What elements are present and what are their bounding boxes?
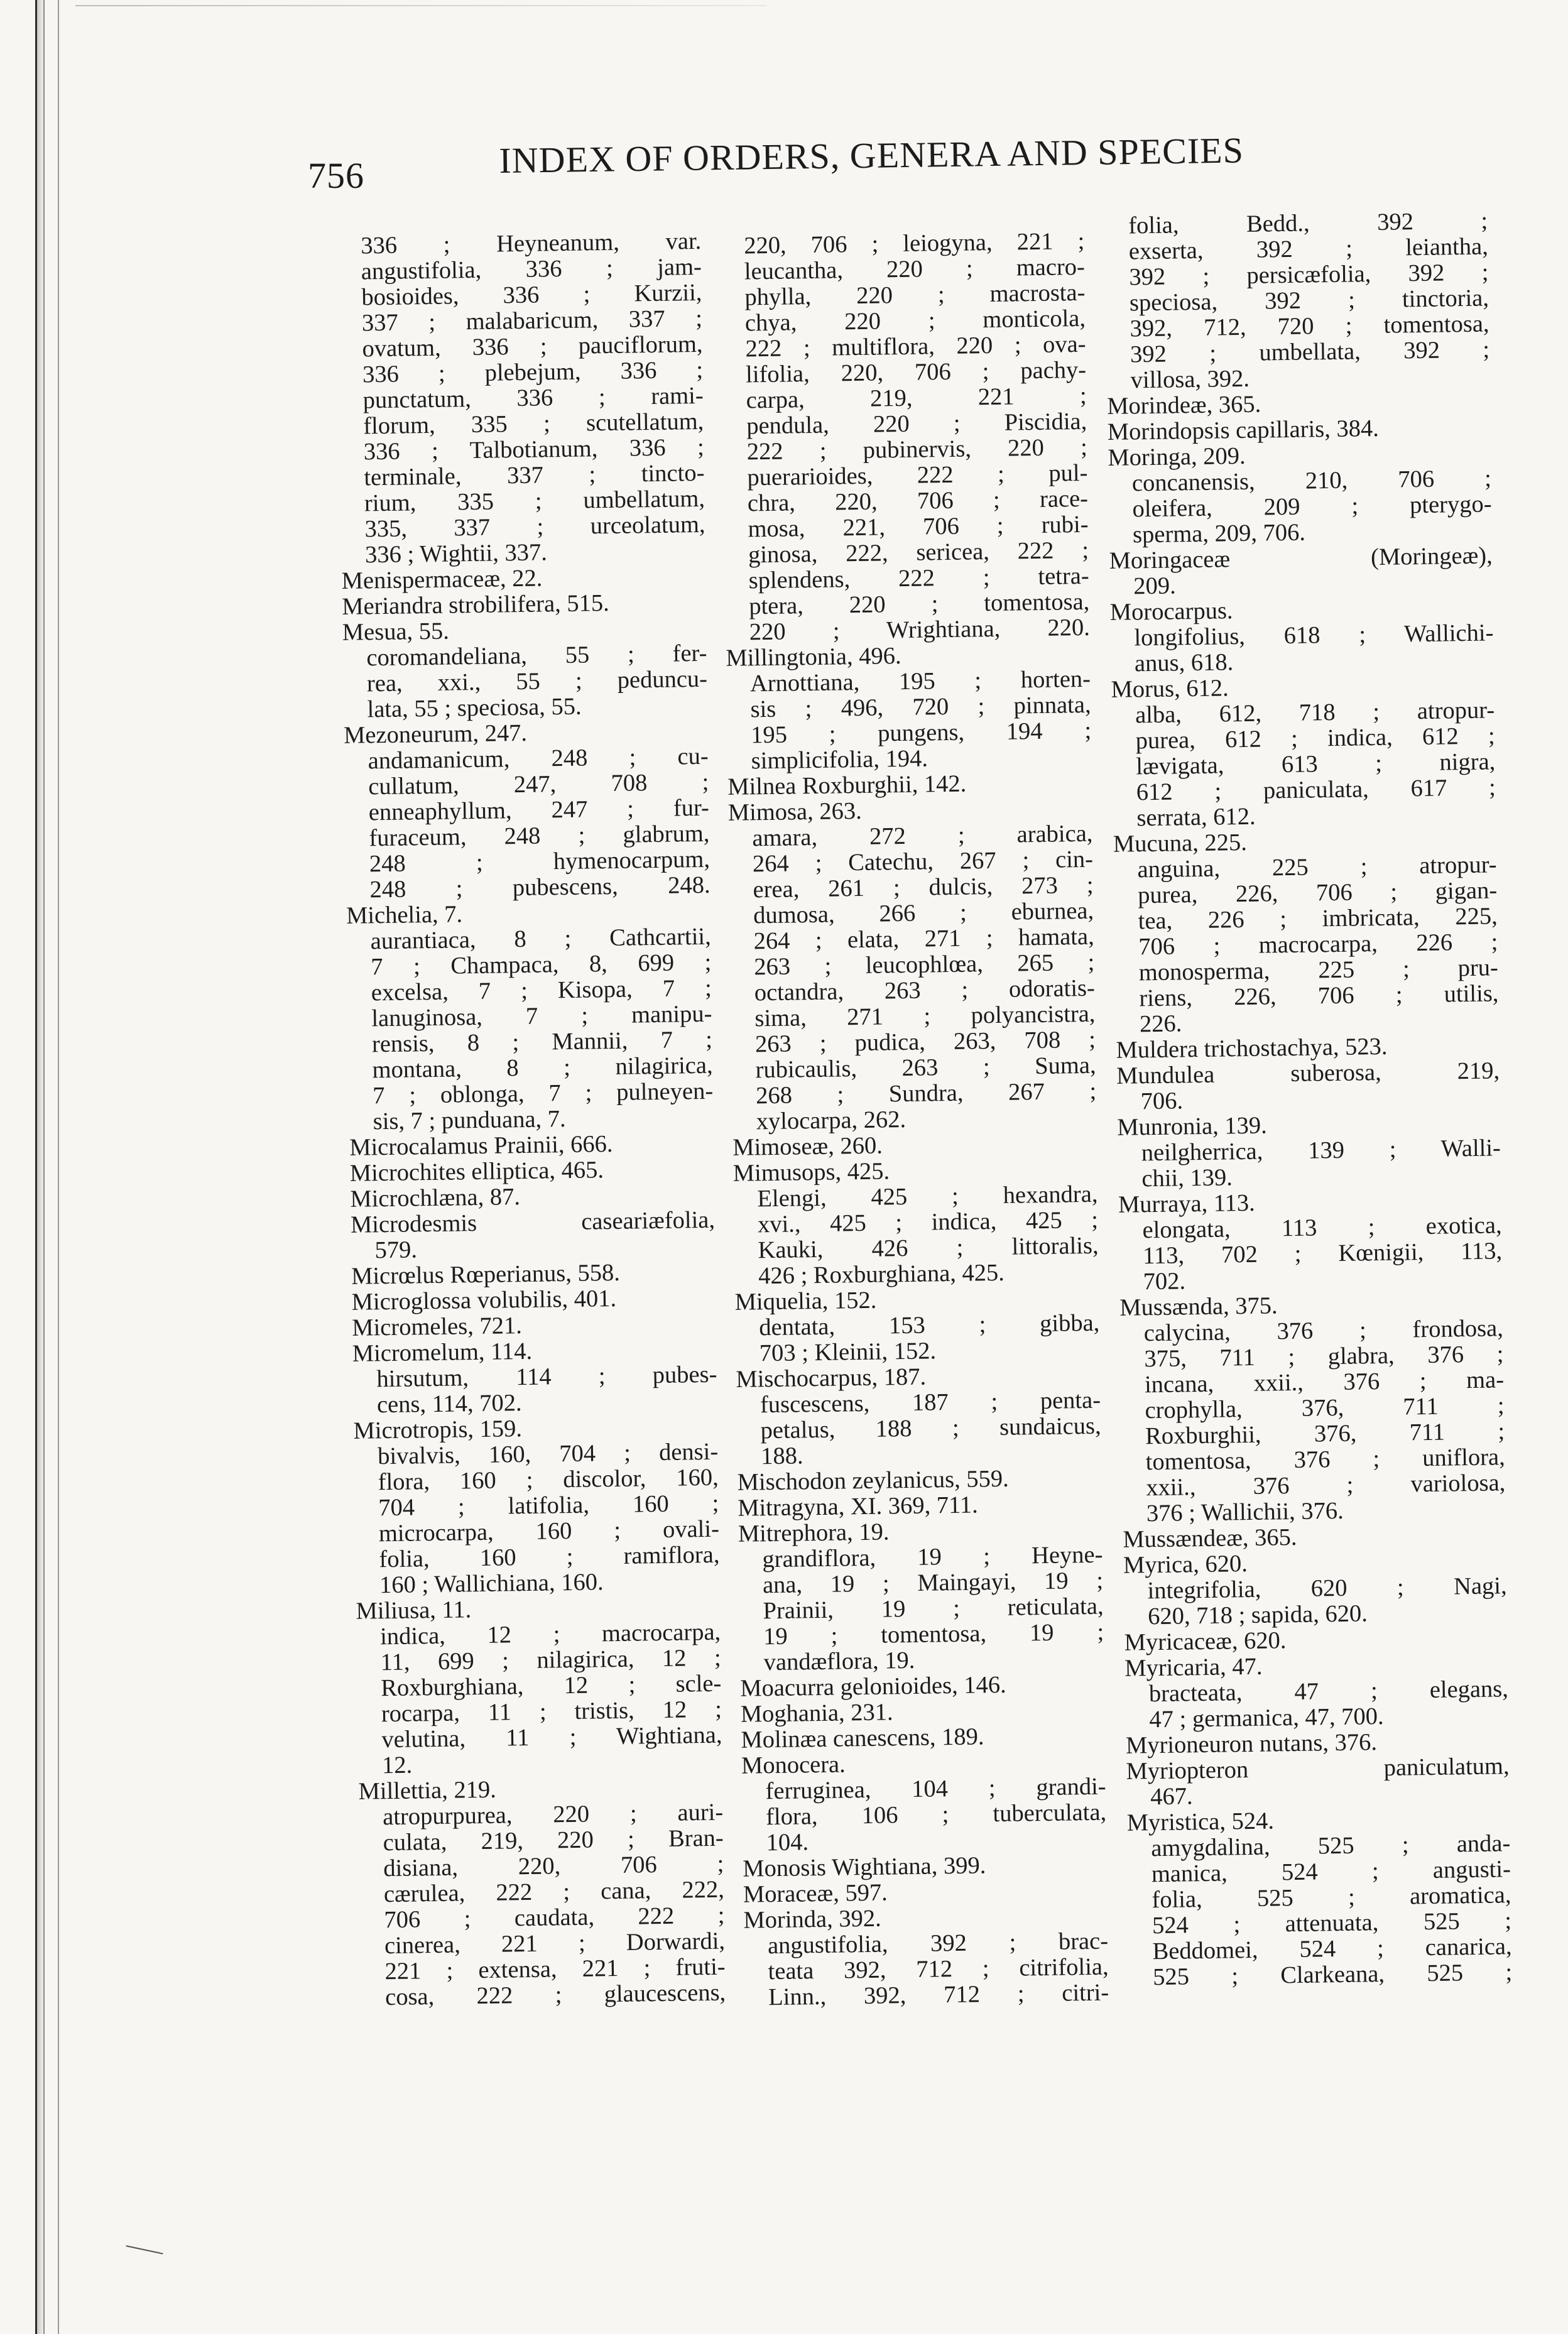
index-entry-line: aurantiaca, 8 ; Cathcartii, [370, 923, 711, 955]
index-entry-line: petalus, 188 ; sundaicus, [760, 1412, 1101, 1444]
index-entry-line: phylla, 220 ; macrosta- [744, 279, 1086, 311]
index-entry-heading: Mezoneurum, 247. [343, 719, 528, 749]
index-entry-heading: Morindeæ, 365. [1106, 391, 1261, 420]
index-entry-heading: Micrœlus Rœperianus, 558. [351, 1259, 621, 1290]
index-entry-line: octandra, 263 ; odoratis- [754, 974, 1096, 1006]
index-entry-line: calycina, 376 ; frondosa, [1143, 1315, 1504, 1347]
index-entry-line: 12. [381, 1752, 413, 1779]
index-entry-heading: Mucuna, 225. [1113, 829, 1248, 858]
index-entry-line: bracteata, 47 ; elegans, [1148, 1676, 1509, 1708]
index-entry-line: tea, 226 ; imbricata, 225, [1138, 903, 1498, 935]
index-entry-heading: Munronia, 139. [1117, 1112, 1268, 1141]
index-entry-heading: Moringa, 209. [1108, 442, 1246, 471]
index-entry-line: grandiflora, 19 ; Heyne- [762, 1541, 1103, 1573]
index-column-1 [337, 229, 726, 2011]
index-entry-heading: Monosis Wightiana, 399. [743, 1852, 986, 1882]
index-entry-heading: Microcalamus Prainii, 666. [349, 1131, 613, 1161]
index-entry-line: Kauki, 426 ; littoralis, [758, 1232, 1099, 1264]
index-entry-line: Roxburghii, 376, 711 ; [1145, 1418, 1505, 1450]
index-entry-heading: Microchites elliptica, 465. [349, 1157, 604, 1187]
index-entry-heading: Miquelia, 152. [734, 1287, 877, 1316]
index-entry-heading: Moraceæ, 597. [743, 1879, 888, 1908]
index-entry-line: 620, 718 ; sapida, 620. [1147, 1600, 1368, 1630]
index-entry-line: 248 ; pubescens, 248. [369, 871, 710, 903]
index-entry-heading: Muldera trichostachya, 523. [1116, 1033, 1388, 1064]
index-entry-heading: Millettia, 219. [358, 1776, 497, 1805]
index-entry-line: rensis, 8 ; Mannii, 7 ; [371, 1026, 713, 1058]
index-entry-line: cosa, 222 ; glaucescens, [384, 1979, 726, 2011]
index-entry-line: flora, 106 ; tuberculata, [765, 1799, 1107, 1831]
index-entry-heading: Mussændeæ, 365. [1123, 1524, 1297, 1553]
index-entry-line: 706 ; caudata, 222 ; [384, 1902, 725, 1934]
index-entry-line: amara, 272 ; arabica, [752, 820, 1093, 852]
index-entry-heading: Moacurra gelonioides, 146. [740, 1671, 1006, 1702]
index-entry-line: chii, 139. [1141, 1164, 1233, 1192]
index-entry-line: cens, 114, 702. [376, 1390, 522, 1419]
index-entry-line: 426 ; Roxburghiana, 425. [758, 1259, 1005, 1290]
index-entry-heading: Moringaceæ (Moringeæ), [1109, 542, 1493, 574]
index-entry-heading: Myrioneuron nutans, 376. [1125, 1729, 1378, 1759]
index-entry-line: Roxburghiana, 12 ; scle- [381, 1670, 722, 1702]
index-entry-heading: Millingtonia, 496. [726, 643, 901, 672]
index-entry-line: 263 ; pudica, 263, 708 ; [754, 1026, 1096, 1058]
index-entry-line: splendens, 222 ; tetra- [748, 562, 1089, 594]
index-entry-line: exserta, 392 ; leiantha, [1128, 233, 1489, 265]
index-entry-line: 11, 699 ; nilagirica, 12 ; [380, 1644, 722, 1676]
index-entry-line: 467. [1150, 1783, 1193, 1811]
index-entry-line: alba, 612, 718 ; atropur- [1135, 697, 1495, 729]
index-entry-line: angustifolia, 392 ; brac- [767, 1928, 1109, 1960]
index-entry-line: 706. [1140, 1088, 1184, 1115]
index-entry-line: xxii., 376 ; variolosa, [1146, 1470, 1506, 1502]
index-entry-line: velutina, 11 ; Wightiana, [381, 1721, 722, 1753]
index-entry-heading: Miliusa, 11. [356, 1596, 472, 1625]
index-entry-heading: Mimoseæ, 260. [732, 1132, 883, 1161]
index-entry-line: 375, 711 ; glabra, 376 ; [1144, 1341, 1504, 1373]
index-entry-line: 268 ; Sundra, 267 ; [755, 1077, 1097, 1110]
index-entry-line: 19 ; tomentosa, 19 ; [763, 1618, 1104, 1650]
index-entry-heading: Murraya, 113. [1118, 1189, 1256, 1218]
index-entry-line: 337 ; malabaricum, 337 ; [361, 305, 703, 337]
index-entry-line: 195 ; pungens, 194 ; [750, 717, 1092, 749]
index-entry-line: enneaphyllum, 247 ; fur- [368, 794, 710, 826]
index-entry-heading: Mundulea suberosa, 219, [1116, 1057, 1500, 1089]
index-entry-line: teata 392, 712 ; citrifolia, [768, 1953, 1109, 1985]
index-entry-line: 336 ; Heyneanum, var. [360, 227, 702, 259]
index-entry-heading: Mimusops, 425. [732, 1158, 890, 1187]
index-entry-line: manica, 524 ; angusti- [1151, 1856, 1511, 1888]
index-entry-heading: Myricaceæ, 620. [1124, 1627, 1287, 1656]
index-entry-line: 264 ; elata, 271 ; hamata, [753, 923, 1094, 955]
index-entry-line: 392, 712, 720 ; tomentosa, [1130, 310, 1489, 342]
index-entry-line: xylocarpa, 262. [756, 1106, 906, 1135]
index-entry-line: sperma, 209, 706. [1132, 519, 1306, 548]
index-entry-line: erea, 261 ; dulcis, 273 ; [753, 871, 1094, 903]
index-entry-line: cinerea, 221 ; Dorwardi, [384, 1928, 726, 1960]
index-entry-heading: Michelia, 7. [346, 901, 463, 929]
index-entry-heading: Mischocarpus, 187. [736, 1363, 927, 1393]
index-entry-line: mosa, 221, 706 ; rubi- [748, 511, 1089, 543]
index-entry-line: lanuginosa, 7 ; manipu- [371, 1000, 712, 1032]
running-title: INDEX OF ORDERS, GENERA AND SPECIES [499, 129, 1244, 181]
index-entry-line: 335, 337 ; urceolatum, [364, 511, 705, 543]
index-entry-heading: Menispermaceæ, 22. [341, 565, 543, 594]
index-entry-heading: Microchlæna, 87. [350, 1184, 521, 1213]
index-entry-line: 160 ; Wallichiana, 160. [379, 1569, 604, 1599]
page-header [308, 129, 1439, 196]
index-entry-line: 703 ; Kleinii, 152. [759, 1338, 937, 1367]
index-entry-line: 47 ; germanica, 47, 700. [1149, 1703, 1384, 1733]
index-entry-line: pendula, 220 ; Piscidia, [746, 408, 1087, 440]
index-entry-heading: Myricaria, 47. [1124, 1653, 1263, 1682]
index-column-2 [720, 229, 1109, 2011]
index-entry-line: disiana, 220, 706 ; [383, 1850, 724, 1882]
index-entry-line: dumosa, 266 ; eburnea, [753, 897, 1094, 929]
index-entry-line: florum, 335 ; scutellatum, [362, 408, 704, 440]
index-entry-line: purea, 612 ; indica, 612 ; [1135, 723, 1495, 755]
index-entry-line: dentata, 153 ; gibba, [759, 1309, 1100, 1341]
index-entry-line: carpa, 219, 221 ; [746, 382, 1087, 414]
index-entry-line: 612 ; paniculata, 617 ; [1136, 774, 1496, 806]
binding-shadow-line [58, 0, 59, 2334]
index-entry-line: 706 ; macrocarpa, 226 ; [1138, 929, 1498, 961]
index-entry-line: punctatum, 336 ; rami- [362, 382, 704, 414]
index-entry-line: 7 ; Champaca, 8, 699 ; [371, 949, 712, 981]
index-entry-heading: Microglossa volubilis, 401. [351, 1285, 617, 1316]
index-entry-line: riens, 226, 706 ; utilis, [1139, 980, 1499, 1012]
index-entry-line: bivalvis, 160, 704 ; densi- [377, 1438, 719, 1470]
index-entry-heading: Myristica, 524. [1126, 1808, 1275, 1836]
index-entry-line: integrifolia, 620 ; Nagi, [1147, 1573, 1507, 1605]
index-entry-line: puerarioides, 222 ; pul- [747, 459, 1088, 491]
scan-top-rule [75, 5, 766, 6]
index-entry-line: amygdalina, 525 ; anda- [1151, 1830, 1511, 1862]
index-entry-line: 704 ; latifolia, 160 ; [378, 1490, 719, 1522]
index-entry-line: lævigata, 613 ; nigra, [1136, 748, 1496, 780]
index-entry-line: flora, 160 ; discolor, 160, [378, 1464, 719, 1496]
index-entry-heading: Morocarpus. [1109, 597, 1233, 626]
index-entry-line: folia, 525 ; aromatica, [1152, 1882, 1511, 1914]
index-entry-line: rocarpa, 11 ; tristis, 12 ; [381, 1696, 722, 1728]
index-entry-line: neilgherrica, 139 ; Walli- [1141, 1135, 1501, 1167]
index-entry-line: 392 ; persicæfolia, 392 ; [1129, 259, 1489, 291]
index-entry-line: concanensis, 210, 706 ; [1131, 465, 1492, 497]
index-entry-heading: Morinda, 392. [743, 1905, 881, 1934]
index-entry-line: elongata, 113 ; exotica, [1142, 1212, 1502, 1244]
index-entry-heading: Milnea Roxburghii, 142. [727, 770, 967, 800]
index-entry-line: 220, 706 ; leiogyna, 221 ; [743, 227, 1085, 259]
index-entry-line: bosioides, 336 ; Kurzii, [361, 279, 702, 311]
index-entry-heading: Microtropis, 159. [353, 1415, 523, 1444]
index-entry-line: monosperma, 225 ; pru- [1138, 954, 1499, 986]
index-entry-line: 336 ; Talbotianum, 336 ; [363, 434, 705, 466]
index-entry-line: villosa, 392. [1130, 365, 1250, 394]
index-entry-heading: Mesua, 55. [342, 618, 450, 646]
index-entry-line: tomentosa, 376 ; uniflora, [1145, 1444, 1505, 1476]
index-entry-line: atropurpurea, 220 ; auri- [382, 1799, 724, 1831]
index-entry-heading: Morus, 612. [1111, 675, 1229, 703]
index-entry-line: 220 ; Wrightiana, 220. [749, 614, 1091, 646]
index-entry-line: ana, 19 ; Maingayi, 19 ; [762, 1567, 1104, 1599]
index-entry-line: 336 ; plebejum, 336 ; [362, 356, 704, 388]
index-entry-line: 209. [1133, 572, 1176, 600]
index-entry-heading: Monocera. [741, 1751, 846, 1779]
index-entry-line: cærulea, 222 ; cana, 222, [383, 1876, 725, 1908]
index-entry-line: hirsutum, 114 ; pubes- [376, 1361, 717, 1393]
index-entry-line: ferruginea, 104 ; grandi- [765, 1773, 1106, 1805]
index-entry-line: anguina, 225 ; atropur- [1137, 851, 1497, 883]
index-entry-line: 264 ; Catechu, 267 ; cin- [752, 846, 1094, 878]
index-entry-heading: Myriopteron paniculatum, [1126, 1753, 1510, 1785]
index-entry-heading: Mussænda, 375. [1119, 1292, 1278, 1321]
index-entry-heading: Molinæa canescens, 189. [741, 1723, 984, 1753]
index-entry-line: purea, 226, 706 ; gigan- [1137, 877, 1498, 909]
index-entry-line: andamanicum, 248 ; cu- [368, 743, 709, 775]
index-entry-line: folia, Bedd., 392 ; [1128, 207, 1488, 239]
index-entry-line: coromandeliana, 55 ; fer- [366, 640, 707, 672]
index-entry-line: 222 ; pubinervis, 220 ; [746, 434, 1088, 466]
index-entry-line: rium, 335 ; umbellatum, [364, 485, 705, 517]
index-entry-line: Arnottiana, 195 ; horten- [749, 665, 1091, 697]
index-entry-heading: Mitragyna, XI. 369, 711. [738, 1491, 979, 1522]
index-entry-line: crophylla, 376, 711 ; [1145, 1392, 1505, 1424]
index-entry-line: rubicaulis, 263 ; Suma, [755, 1052, 1096, 1084]
index-entry-heading: Moghania, 231. [740, 1699, 893, 1728]
index-entry-line: 221 ; extensa, 221 ; fruti- [384, 1953, 726, 1985]
index-entry-line: sima, 271 ; polyancistra, [754, 1000, 1096, 1032]
index-entry-line: lata, 55 ; speciosa, 55. [367, 693, 582, 723]
index-entry-heading: Morindopsis capillaris, 384. [1107, 415, 1380, 445]
book-binding-edge [35, 0, 45, 2334]
index-entry-line: oleifera, 209 ; pterygo- [1132, 491, 1492, 523]
index-entry-line: 392 ; umbellata, 392 ; [1130, 336, 1490, 368]
index-entry-line: 248 ; hymenocarpum, [369, 846, 710, 878]
index-entry-line: chra, 220, 706 ; race- [747, 485, 1089, 517]
index-entry-line: 702. [1143, 1268, 1186, 1295]
index-entry-line: furaceum, 248 ; glabrum, [369, 820, 710, 852]
page-number: 756 [308, 155, 364, 196]
index-entry-line: rea, xxi., 55 ; peduncu- [366, 665, 708, 697]
index-entry-line: ginosa, 222, sericea, 222 ; [748, 537, 1089, 569]
margin-pencil-mark [126, 2245, 163, 2254]
index-entry-heading: Myrica, 620. [1123, 1551, 1248, 1579]
index-entry-line: chya, 220 ; monticola, [744, 305, 1086, 337]
index-entry-line: folia, 160 ; ramiflora, [379, 1541, 720, 1573]
index-entry-line: excelsa, 7 ; Kisopa, 7 ; [371, 974, 712, 1006]
index-entry-line: incana, xxii., 376 ; ma- [1144, 1366, 1505, 1399]
index-entry-line: serrata, 612. [1136, 803, 1256, 832]
index-entry-line: Linn., 392, 712 ; citri- [768, 1979, 1109, 2011]
index-entry-heading: Microdesmis caseariæfolia, [350, 1206, 716, 1238]
index-entry-line: Beddomei, 524 ; canarica, [1152, 1933, 1512, 1965]
index-entry-heading: Meriandra strobilifera, 515. [342, 590, 610, 620]
index-entry-line: microcarpa, 160 ; ovali- [378, 1515, 720, 1547]
index-entry-heading: Mimosa, 263. [727, 797, 862, 826]
index-entry-heading: Mischodon zeylanicus, 559. [737, 1465, 1009, 1496]
index-entry-line: 113, 702 ; Kœnigii, 113, [1142, 1238, 1503, 1270]
index-entry-line: 336 ; Wightii, 337. [364, 539, 548, 569]
index-entry-line: 7 ; oblonga, 7 ; pulneyen- [372, 1077, 714, 1110]
index-entry-line: cullatum, 247, 708 ; [368, 768, 709, 800]
index-column-3 [1104, 208, 1512, 1990]
index-entry-line: Elengi, 425 ; hexandra, [757, 1181, 1098, 1213]
index-entry-heading: Mitrephora, 19. [738, 1519, 890, 1547]
index-entry-line: anus, 618. [1134, 649, 1234, 677]
index-entry-line: 376 ; Wallichii, 376. [1146, 1497, 1344, 1527]
index-entry-line: leucantha, 220 ; macro- [744, 253, 1086, 285]
index-entry-heading: Micromelum, 114. [352, 1338, 533, 1367]
index-entry-line: simplicifolia, 194. [751, 745, 928, 775]
index-entry-line: speciosa, 392 ; tinctoria, [1129, 285, 1489, 317]
index-entry-line: vandæflora, 19. [763, 1647, 915, 1676]
index-entry-line: 222 ; multiflora, 220 ; ova- [745, 330, 1086, 363]
index-entry-line: longifolius, 618 ; Wallichi- [1134, 619, 1494, 652]
index-entry-line: sis ; 496, 720 ; pinnata, [750, 691, 1091, 723]
index-entry-line: 525 ; Clarkeana, 525 ; [1152, 1959, 1513, 1991]
index-entry-line: 524 ; attenuata, 525 ; [1152, 1907, 1512, 1939]
index-entry-line: 104. [766, 1829, 809, 1857]
index-entry-line: sis, 7 ; punduana, 7. [373, 1106, 566, 1135]
index-entry-line: angustifolia, 336 ; jam- [361, 253, 702, 285]
index-entry-line: 263 ; leucophlœa, 265 ; [754, 949, 1095, 981]
index-entry-line: fuscescens, 187 ; penta- [760, 1387, 1101, 1419]
index-entry-line: culata, 219, 220 ; Bran- [383, 1824, 724, 1857]
index-entry-line: 188. [760, 1442, 803, 1470]
index-entry-line: terminale, 337 ; tincto- [364, 459, 705, 491]
index-entry-line: 579. [374, 1236, 418, 1264]
index-entry-line: 226. [1139, 1010, 1182, 1038]
index-entry-line: indica, 12 ; macrocarpa, [379, 1618, 721, 1650]
index-entry-line: ovatum, 336 ; pauciflorum, [362, 330, 703, 363]
index-entry-line: Prainii, 19 ; reticulata, [763, 1593, 1104, 1625]
index-entry-line: xvi., 425 ; indica, 425 ; [757, 1206, 1099, 1238]
index-entry-line: ptera, 220 ; tomentosa, [748, 588, 1090, 620]
index-entry-line: montana, 8 ; nilagirica, [372, 1052, 713, 1084]
index-entry-heading: Micromeles, 721. [352, 1312, 523, 1341]
index-entry-line: lifolia, 220, 706 ; pachy- [745, 356, 1087, 388]
